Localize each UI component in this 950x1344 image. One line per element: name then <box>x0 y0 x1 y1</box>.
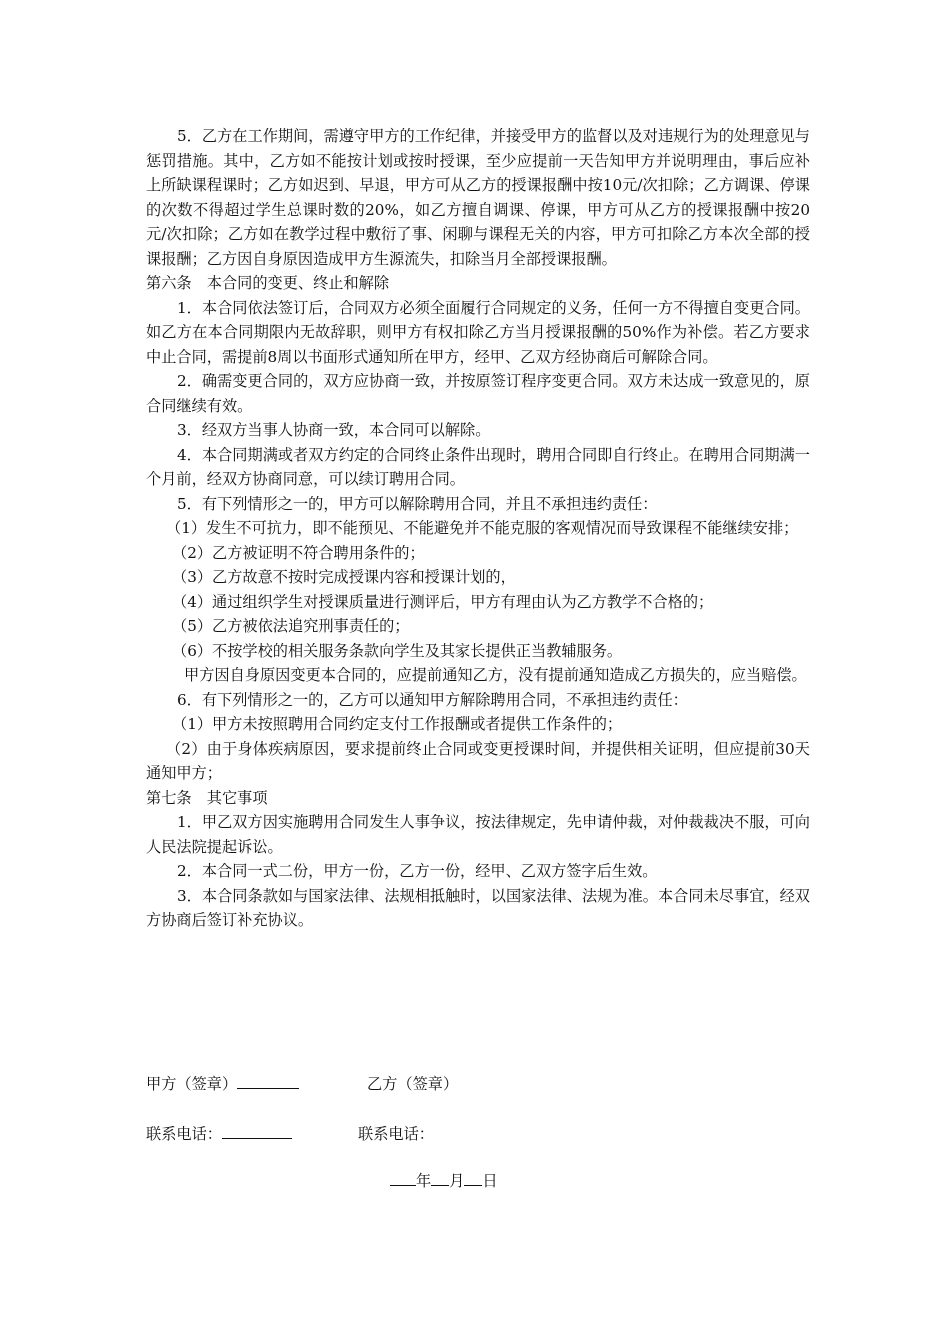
year-blank <box>390 1171 416 1186</box>
party-a-signature-line <box>237 1074 299 1089</box>
party-b-phone <box>358 1122 434 1146</box>
clause-paragraph: （2）由于身体疾病原因，要求提前终止合同或变更授课时间，并提供相关证明，但应提前30天通知甲方； <box>146 739 810 782</box>
year-label: 年 <box>416 1172 432 1190</box>
clause-paragraph: 5．乙方在工作期间，需遵守甲方的工作纪律，并接受甲方的监督以及对违规行为的处理意见与惩罚措施。其中，乙方如不能按计划或按时授课，至少应提前一天告知甲方并说明理由，事后应补上所缺课程课时；乙方如迟到、早退，甲方可从乙方的授课报酬中按10元/次扣除；乙方调课、停课的次数不得超过学生总课时数的20%，如乙方擅自调课、停课，甲方可从乙方的授课报酬中按20元/次扣除；乙方如在教学过程中敷衍了事、闲聊与课程无关的内容，甲方可扣除乙方本次全部的授课报酬；乙方因自身原因造成甲方生源流失，扣除当月全部授课报酬。 <box>146 127 810 268</box>
contract-body <box>146 124 810 933</box>
clause-paragraph: 4．本合同期满或者双方约定的合同终止条件出现时，聘用合同即自行终止。在聘用合同期满一个月前，经双方协商同意，可以续订聘用合同。 <box>146 445 810 488</box>
clause-paragraph: 1．甲乙双方因实施聘用合同发生人事争议，按法律规定，先申请仲裁，对仲裁裁决不服，可向人民法院提起诉讼。 <box>146 813 810 856</box>
clause-paragraph: （3）乙方故意不按时完成授课内容和授课计划的， <box>172 568 516 586</box>
party-b-phone-label: 联系电话： <box>358 1125 434 1143</box>
clause-paragraph: （6）不按学校的相关服务条款向学生及其家长提供正当教辅服务。 <box>172 641 623 660</box>
party-b-signature <box>367 1072 458 1096</box>
day-blank <box>464 1171 482 1186</box>
party-a-phone-label: 联系电话： <box>146 1125 222 1143</box>
clause-paragraph: 2．确需变更合同的，双方应协商一致，并按原签订程序变更合同。双方未达成一致意见的，原合同继续有效。 <box>146 372 810 415</box>
clause-paragraph: （1）甲方未按照聘用合同约定支付工作报酬或者提供工作条件的； <box>172 715 623 733</box>
party-b-label: 乙方（签章） <box>367 1075 459 1093</box>
clause-paragraph: 甲方因自身原因变更本合同的，应提前通知乙方，没有提前通知造成乙方损失的，应当赔偿。 <box>184 666 807 684</box>
clause-paragraph: 1．本合同依法签订后，合同双方必须全面履行合同规定的义务，任何一方不得擅自变更合同。如乙方在本合同期限内无故辞职，则甲方有权扣除乙方当月授课报酬的50%作为补偿。若乙方要求中止合同，需提前8周以书面形式通知所在甲方，经甲、乙双方经协商后可解除合同。 <box>146 298 810 366</box>
party-a-signature <box>146 1072 299 1096</box>
clause-paragraph: 6．有下列情形之一的，乙方可以通知甲方解除聘用合同，不承担违约责任： <box>177 690 688 709</box>
month-blank <box>431 1171 449 1186</box>
clause-paragraph: （1）发生不可抗力，即不能预见、不能避免并不能克服的客观情况而导致课程不能继续安排； <box>166 519 799 537</box>
section-heading: 第六条 本合同的变更、终止和解除 <box>146 274 389 292</box>
clause-paragraph: （2）乙方被证明不符合聘用条件的； <box>172 543 425 562</box>
section-heading: 第七条 其它事项 <box>146 788 268 807</box>
party-a-label: 甲方（签章） <box>146 1075 238 1093</box>
party-a-phone-line <box>222 1124 292 1139</box>
month-label: 月 <box>449 1172 465 1190</box>
party-a-phone <box>146 1122 292 1146</box>
clause-paragraph: （5）乙方被依法追究刑事责任的； <box>172 617 410 635</box>
clause-paragraph: （4）通过组织学生对授课质量进行测评后，甲方有理由认为乙方教学不合格的； <box>172 592 714 611</box>
clause-paragraph: 3．本合同条款如与国家法律、法规相抵触时，以国家法律、法规为准。本合同未尽事宜，经双方协商后签订补充协议。 <box>146 886 810 929</box>
day-label: 日 <box>482 1172 498 1190</box>
clause-paragraph: 3．经双方当事人协商一致，本合同可以解除。 <box>177 421 491 439</box>
clause-paragraph: 5．有下列情形之一的，甲方可以解除聘用合同，并且不承担违约责任： <box>177 494 658 513</box>
clause-paragraph: 2．本合同一式二份，甲方一份，乙方一份，经甲、乙双方签字后生效。 <box>177 862 658 880</box>
date-line <box>390 1170 498 1191</box>
